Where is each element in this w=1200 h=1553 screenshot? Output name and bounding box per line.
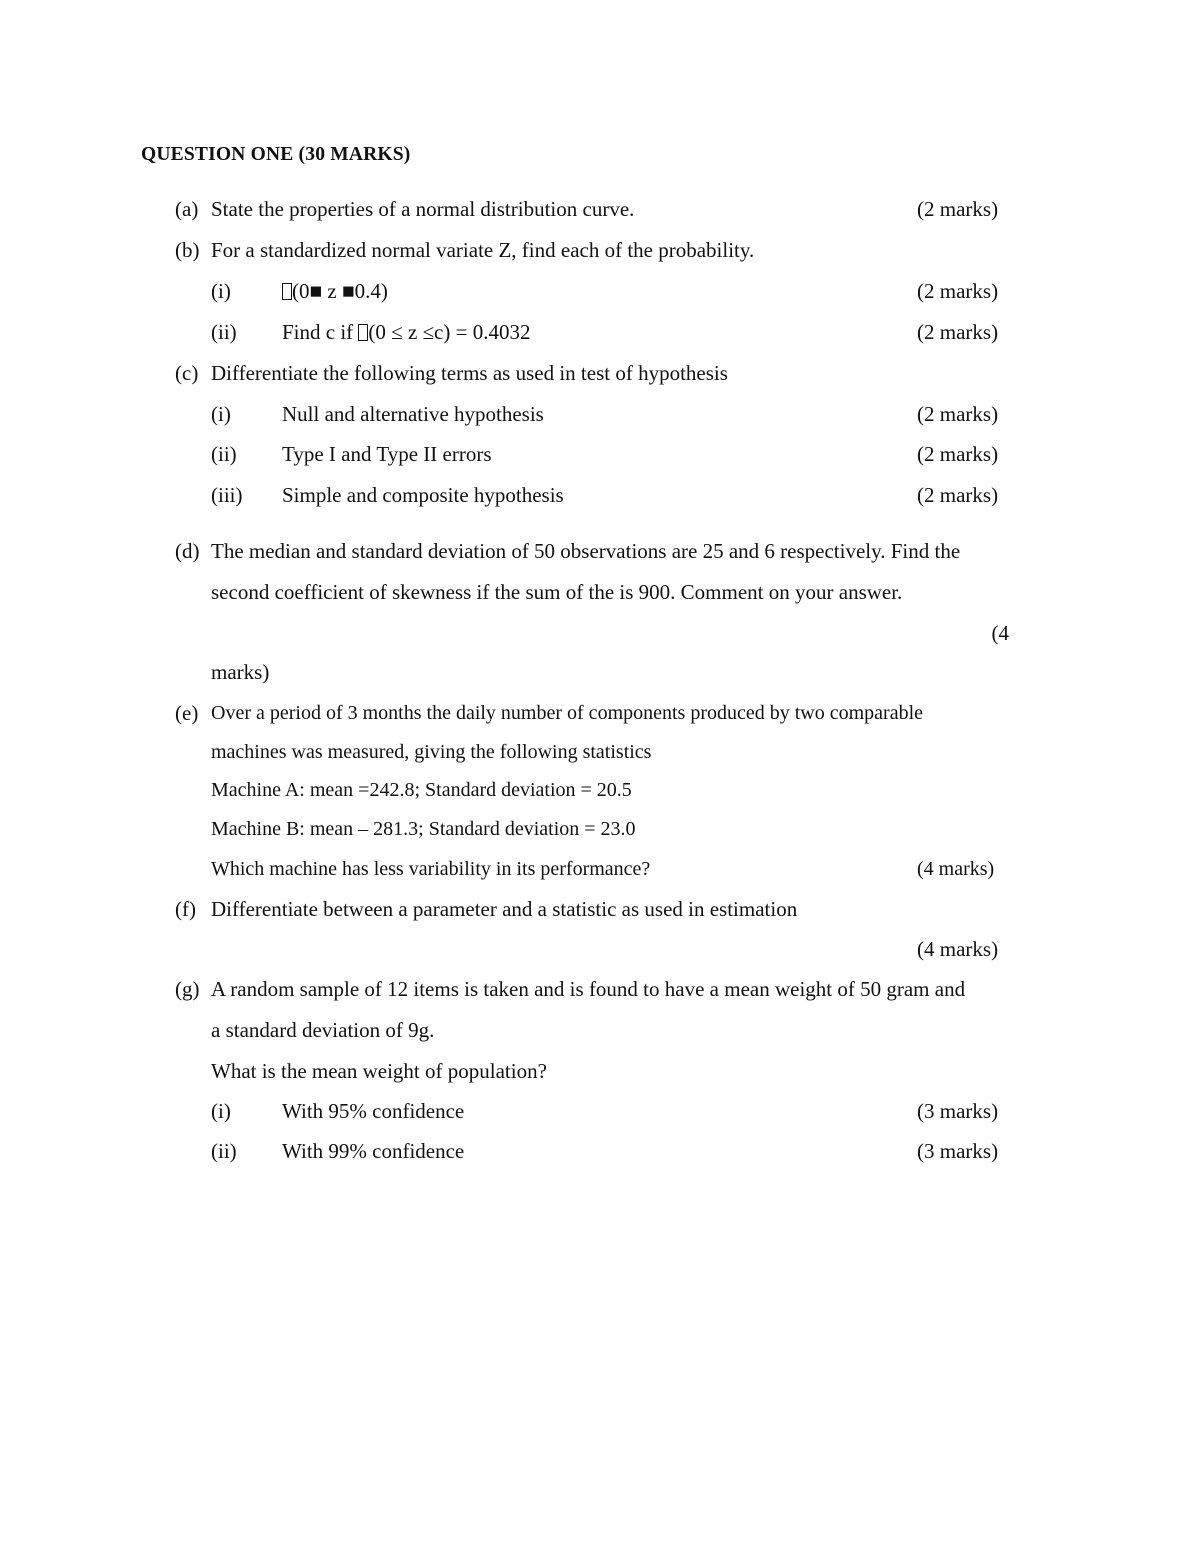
part-c-iii-marks: (2 marks): [917, 483, 999, 507]
part-e-line4: Machine B: mean – 281.3; Standard deviation = 23.0: [211, 818, 636, 840]
part-d-label: (d): [175, 539, 200, 563]
part-g-i-text: With 95% confidence: [282, 1099, 465, 1123]
part-g-ii-marks: (3 marks): [917, 1139, 999, 1163]
part-b-i-label: (i): [211, 279, 231, 303]
part-d-line2: second coefficient of skewness if the sum of the is 900. Comment on your answer.: [211, 580, 903, 604]
part-e-label: (e): [175, 701, 199, 725]
part-e-line3: Machine A: mean =242.8; Standard deviation = 20.5: [211, 779, 632, 801]
part-c-i-marks: (2 marks): [917, 402, 999, 426]
missing-glyph-icon: [282, 283, 292, 300]
part-e-line2: machines was measured, giving the following statistics: [211, 741, 652, 763]
part-f-text: Differentiate between a parameter and a statistic as used in estimation: [211, 897, 798, 921]
part-e-line1: Over a period of 3 months the daily number of components produced by two comparable: [211, 702, 924, 724]
part-a-marks: (2 marks): [917, 197, 999, 221]
part-f-label: (f): [175, 897, 196, 921]
part-c-label: (c): [175, 361, 199, 385]
part-b-ii-text-pre: Find c if: [282, 320, 359, 344]
part-g-label: (g): [175, 977, 200, 1001]
part-g-ii-text: With 99% confidence: [282, 1139, 465, 1163]
part-b-i-expression: (0■ z ■0.4): [292, 279, 388, 303]
part-g-i-marks: (3 marks): [917, 1099, 999, 1123]
part-b-i-text: [282, 278, 388, 304]
part-g-line1: A random sample of 12 items is taken and is found to have a mean weight of 50 gram and: [211, 977, 966, 1001]
part-b-ii-text: [282, 319, 530, 345]
part-c-text: Differentiate the following terms as used in test of hypothesis: [211, 361, 728, 385]
question-one-title: QUESTION ONE (30 MARKS): [141, 144, 411, 165]
part-b-ii-label: (ii): [211, 320, 237, 344]
part-b-ii-text-post: (0 ≤ z ≤c) = 0.4032: [368, 320, 531, 344]
part-f-marks: (4 marks): [917, 937, 999, 961]
part-d-marks-part2: marks): [211, 660, 270, 684]
part-e-line5: Which machine has less variability in its performance?: [211, 858, 651, 880]
part-c-iii-text: Simple and composite hypothesis: [282, 483, 564, 507]
part-b-label: (b): [175, 238, 200, 262]
part-a-text: State the properties of a normal distribution curve.: [211, 197, 635, 221]
part-d-marks-part1: (4: [991, 621, 1009, 645]
part-c-ii-text: Type I and Type II errors: [282, 442, 492, 466]
part-a-label: (a): [175, 197, 199, 221]
part-c-i-label: (i): [211, 402, 231, 426]
part-b-i-marks: (2 marks): [917, 279, 999, 303]
part-c-ii-label: (ii): [211, 442, 237, 466]
part-g-i-label: (i): [211, 1099, 231, 1123]
part-c-iii-label: (iii): [211, 483, 243, 507]
part-g-line3: What is the mean weight of population?: [211, 1059, 547, 1083]
part-c-ii-marks: (2 marks): [917, 442, 999, 466]
part-g-ii-label: (ii): [211, 1139, 237, 1163]
part-b-text: For a standardized normal variate Z, find each of the probability.: [211, 238, 755, 262]
part-e-marks: (4 marks): [917, 858, 995, 880]
part-d-line1: The median and standard deviation of 50 observations are 25 and 6 respectively. Find the: [211, 539, 961, 563]
part-b-ii-marks: (2 marks): [917, 320, 999, 344]
missing-glyph-icon: [358, 324, 368, 341]
part-g-line2: a standard deviation of 9g.: [211, 1018, 435, 1042]
part-c-i-text: Null and alternative hypothesis: [282, 402, 544, 426]
